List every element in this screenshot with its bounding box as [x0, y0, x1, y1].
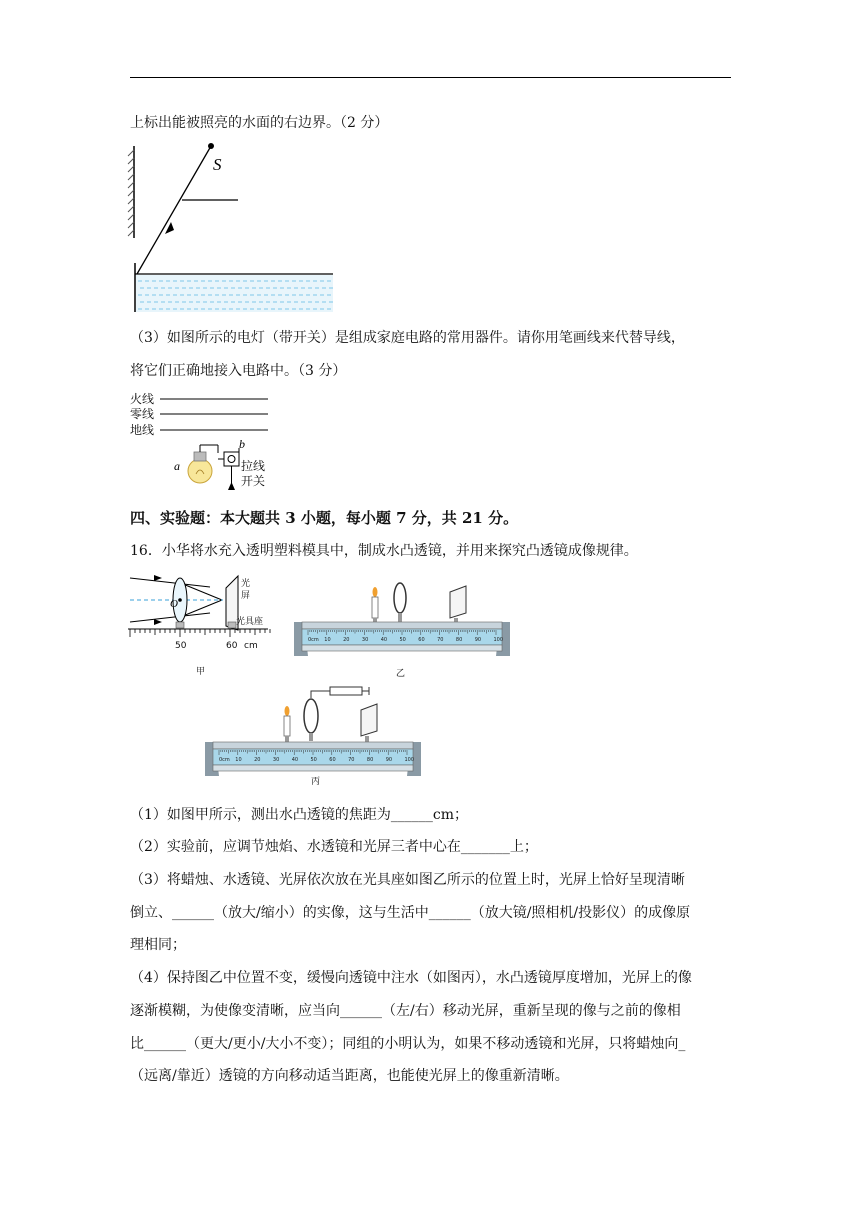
screen-label-1: 光 — [241, 579, 251, 589]
optical-bench-label: 光具座 — [236, 617, 264, 627]
scale-label: 30 — [272, 757, 280, 763]
scale-label: 60 — [418, 637, 425, 643]
q16-p3-line3: 理相同； — [130, 937, 186, 953]
screen-icon — [450, 586, 466, 624]
q15-part3-line1: （3）如图所示的电灯（带开关）是组成家庭电路的常用器件。请你用笔画线来代替导线， — [130, 330, 685, 346]
circuit-figure — [128, 390, 278, 495]
unit-cm: cm — [244, 641, 258, 651]
scale-label: 80 — [366, 757, 374, 763]
ground-wire-label: 地线 — [130, 423, 155, 437]
bulb-icon — [188, 452, 212, 483]
q16-p1: （1）如图甲所示，测出水凸透镜的焦距为______cm； — [130, 807, 469, 823]
scale-label: 10 — [324, 637, 331, 643]
lens-icon — [304, 699, 318, 733]
scale-label: 0cm — [219, 757, 230, 763]
live-wire-label: 火线 — [130, 392, 155, 406]
scale-label: 90 — [474, 637, 482, 643]
scale-label: 60 — [329, 757, 336, 763]
q15-part2-tail: 上标出能被照亮的水面的右边界。（2 分） — [130, 115, 389, 131]
pull-switch-icon — [218, 448, 239, 490]
scale-label: 20 — [343, 637, 350, 643]
scale-label: 50 — [399, 637, 406, 643]
scale-label: 50 — [310, 757, 317, 763]
scale-label: 0cm — [308, 637, 319, 643]
q16-p4-line4: （远离/靠近）透镜的方向移动适当距离，也能使光屏上的像重新清晰。 — [130, 1068, 569, 1084]
switch-terminal-b: b — [239, 437, 245, 451]
scale-label: 90 — [385, 757, 393, 763]
q16-p3-line1: （3）将蜡烛、水透镜、光屏依次放在光具座如图乙所示的位置上时，光屏上恰好呈现清晰 — [130, 872, 685, 888]
switch-label-line2: 开关 — [241, 474, 266, 488]
scale-label: 100 — [404, 757, 415, 763]
q15-part3-line2: 将它们正确地接入电路中。（3 分） — [130, 363, 347, 379]
neutral-wire-label: 零线 — [130, 407, 155, 421]
caption-jia: 甲 — [196, 667, 206, 677]
q16-p2: （2）实验前，应调节烛焰、水透镜和光屏三者中心在_______上； — [130, 839, 538, 855]
q16-p4-line3: 比______（更大/更小/大小不变）；同组的小明认为，如果不移动透镜和光屏，只将蜡烛向_ — [130, 1036, 686, 1052]
figure-jia-focal-length — [128, 570, 278, 680]
q16-p4-line2: 逐渐模糊，为使像变清晰，应当向______（左/右）移动光屏，重新呈现的像与之前的像相 — [130, 1003, 681, 1019]
section4-heading: 四、实验题：本大题共 3 小题，每小题 7 分，共 21 分。 — [130, 509, 519, 527]
scale-label: 70 — [437, 637, 444, 643]
optical-center-label: O — [170, 598, 178, 610]
lamp-terminal-a: a — [174, 459, 180, 473]
scale-label: 80 — [455, 637, 463, 643]
screen-icon — [361, 704, 377, 742]
caption-yi: 乙 — [396, 669, 406, 679]
scale-label: 40 — [291, 757, 299, 763]
tick-50: 50 — [175, 641, 187, 651]
scale-label: 10 — [235, 757, 242, 763]
q16-p4-line1: （4）保持图乙中位置不变，缓慢向透镜中注水（如图丙），水凸透镜厚度增加，光屏上的像 — [130, 970, 692, 986]
tick-60: 60 — [226, 641, 238, 651]
mirror-water-figure — [125, 138, 340, 318]
figure-yi-optical-bench — [294, 580, 514, 680]
candle-icon — [372, 587, 378, 618]
scale-label: 30 — [361, 637, 369, 643]
switch-label-line1: 拉线 — [241, 459, 266, 473]
lens-icon — [394, 583, 406, 613]
candle-icon — [284, 706, 290, 736]
q16-p3-line2: 倒立、______（放大/缩小）的实像，这与生活中______（放大镜/照相机/投影仪）的成像原 — [130, 905, 691, 921]
syringe-icon — [311, 687, 369, 698]
header-rule — [130, 77, 731, 78]
q16-stem: 16．小华将水充入透明塑料模具中，制成水凸透镜，并用来探究凸透镜成像规律。 — [130, 543, 638, 559]
scale-label: 20 — [254, 757, 261, 763]
light-source-label: S — [213, 155, 222, 174]
caption-bing: 丙 — [311, 777, 321, 787]
scale-label: 100 — [493, 637, 504, 643]
scale-label: 70 — [348, 757, 355, 763]
scale-label: 40 — [380, 637, 388, 643]
figure-bing-water-injection — [205, 684, 425, 789]
screen-label-2: 屏 — [241, 591, 251, 601]
